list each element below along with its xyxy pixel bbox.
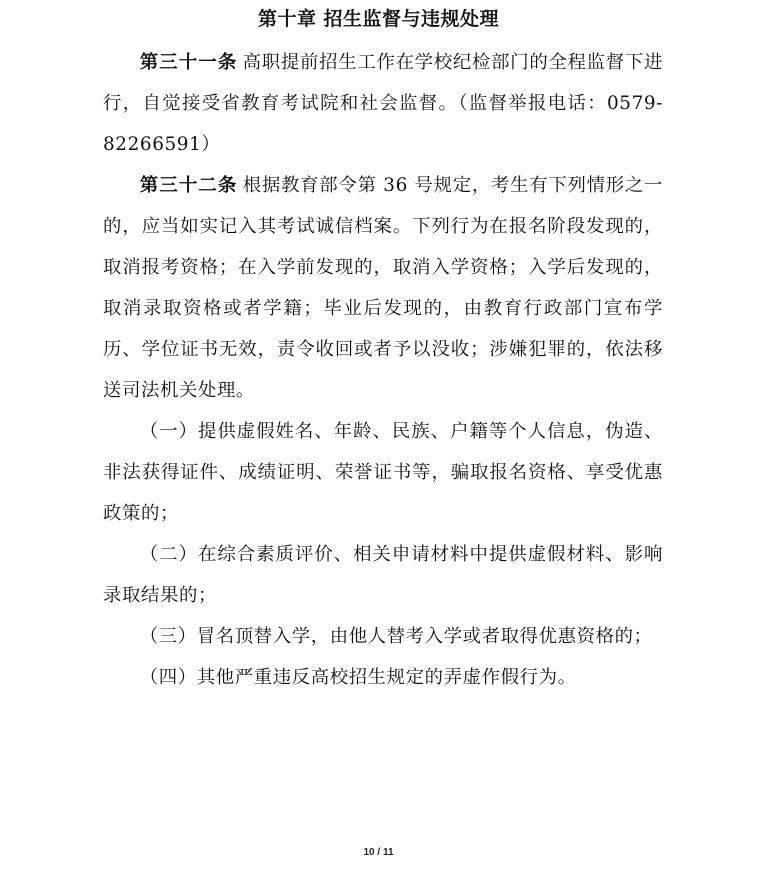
article-31 (103, 42, 663, 165)
list-item: （一）提供虚假姓名、年龄、民族、户籍等个人信息，伪造、非法获得证件、成绩证明、荣誉证书等，骗取报名资格、享受优惠政策的； (103, 421, 663, 524)
article-number: 第三十一条 (139, 52, 238, 73)
article-text: 高职提前招生工作在学校纪检部门的全程监督下进行，自觉接受省教育考试院和社会监督。（监督举报电话：0579-82266591） (103, 52, 663, 155)
list-item: （四）其他严重违反高校招生规定的弄虚作假行为。 (139, 667, 577, 688)
page-number: 10 / 11 (363, 847, 394, 858)
article-text: 根据教育部令第 36 号规定，考生有下列情形之一的，应当如实记入其考试诚信档案。下列行为在报名阶段发现的，取消报考资格；在入学前发现的，取消入学资格；入学后发现的，取消录取资格或者学籍；毕业后发现的，由教育行政部门宣布学历、学位证书无效，责令收回或者予以没收；涉嫌犯罪的，依法移送司法机关处理。 (103, 175, 663, 401)
chapter-title: 第十章 招生监督与违规处理 (257, 8, 500, 30)
article-32 (103, 165, 663, 411)
article-number: 第三十二条 (139, 175, 238, 196)
document-body (103, 42, 663, 698)
list-item: （二）在综合素质评价、相关申请材料中提供虚假材料、影响录取结果的； (103, 544, 663, 606)
list-item: （三）冒名顶替入学，由他人替考入学或者取得优惠资格的； (139, 626, 653, 647)
